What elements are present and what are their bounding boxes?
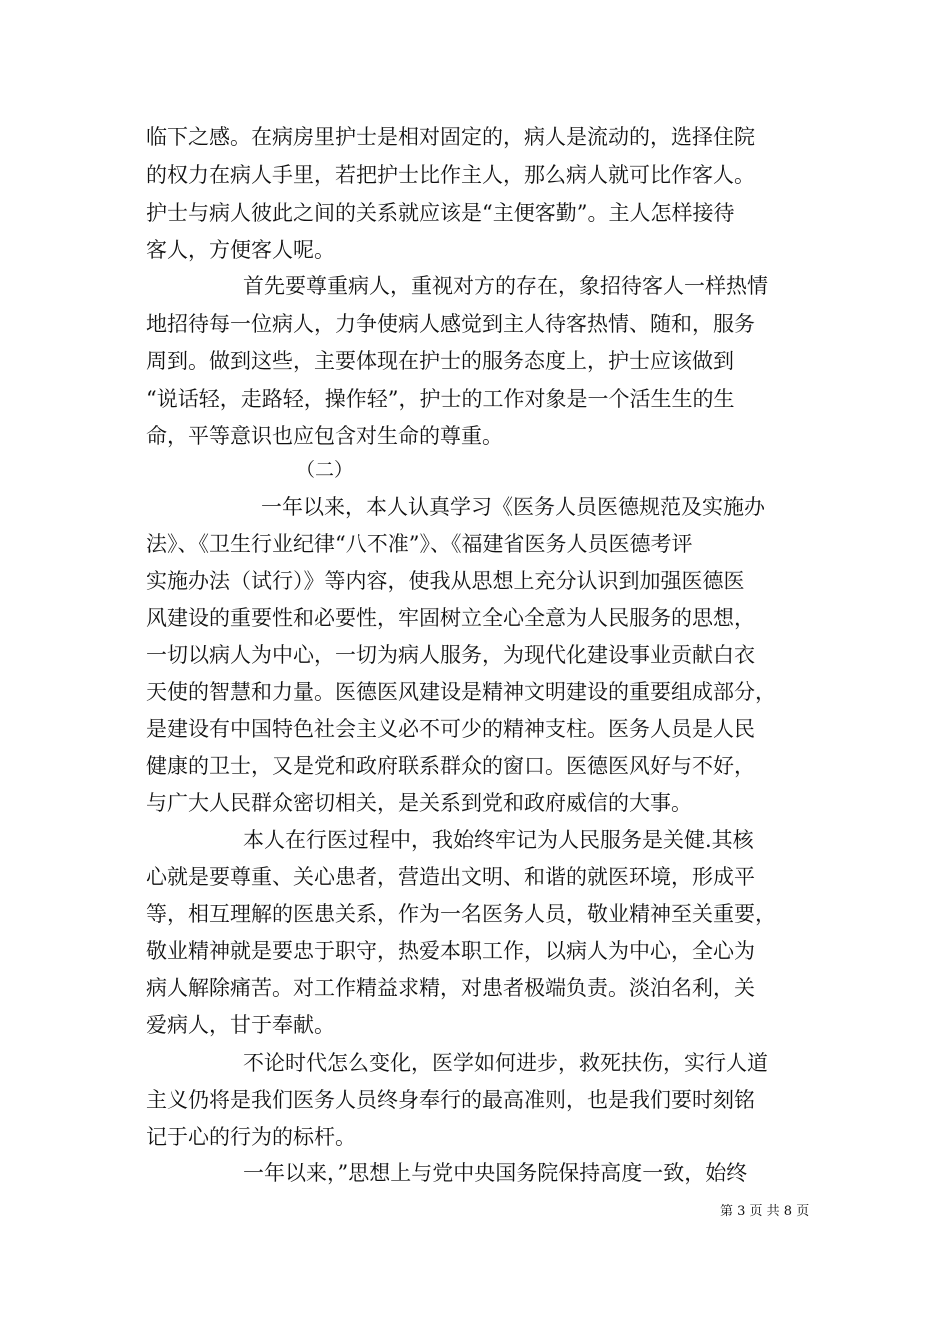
text-line: 法》、《卫生行业纪律“八不准”》、《福建省医务人员医德考评 xyxy=(146,532,693,556)
text-line: “说话轻，走路轻，操作轻”，护士的工作对象是一个活生生的生 xyxy=(146,387,735,411)
paragraph-first-line: 不论时代怎么变化，医学如何进步，救死扶伤，实行人道 xyxy=(243,1051,768,1075)
text-line: 临下之感。在病房里护士是相对固定的，病人是流动的，选择住院 xyxy=(146,125,755,149)
text-line: 天使的智慧和力量。医德医风建设是精神文明建设的重要组成部分， xyxy=(146,680,776,704)
text-line: 一切以病人为中心，一切为病人服务，为现代化建设事业贡献白衣 xyxy=(146,643,755,667)
text-line: 等，相互理解的医患关系，作为一名医务人员，敬业精神至关重要， xyxy=(146,902,776,926)
paragraph-first-line: 本人在行医过程中，我始终牢记为人民服务是关健.其核 xyxy=(243,828,754,852)
text-line: 心就是要尊重、关心患者，营造出文明、和谐的就医环境，形成平 xyxy=(146,865,755,889)
page-number-footer: 第 3 页 共 8 页 xyxy=(720,1204,810,1219)
text-line: 健康的卫士，又是党和政府联系群众的窗口。医德医风好与不好， xyxy=(146,754,755,778)
section-heading: （二） xyxy=(296,459,354,481)
text-line: 的权力在病人手里，若把护士比作主人，那么病人就可比作客人。 xyxy=(146,163,755,187)
text-line: 客人，方便客人呢。 xyxy=(146,238,335,262)
text-line: 敬业精神就是要忠于职守，热爱本职工作，以病人为中心，全心为 xyxy=(146,939,755,963)
paragraph-first-line: 首先要尊重病人，重视对方的存在，象招待客人一样热情 xyxy=(243,274,768,298)
text-line: 爱病人，甘于奉献。 xyxy=(146,1013,335,1037)
text-line: 护士与病人彼此之间的关系就应该是“主便客勤”。主人怎样接待 xyxy=(146,201,735,225)
text-line: 是建设有中国特色社会主义必不可少的精神支柱。医务人员是人民 xyxy=(146,717,755,741)
paragraph-first-line: 一年以来，本人认真学习《医务人员医德规范及实施办 xyxy=(261,495,765,519)
text-line: 周到。做到这些，主要体现在护士的服务态度上，护士应该做到 xyxy=(146,349,734,373)
text-line: 命，平等意识也应包含对生命的尊重。 xyxy=(146,424,503,448)
text-line: 风建设的重要性和必要性，牢固树立全心全意为人民服务的思想， xyxy=(146,606,755,630)
text-line: 实施办法（试行）》等内容，使我从思想上充分认识到加强医德医 xyxy=(146,569,745,593)
text-line: 病人解除痛苦。对工作精益求精，对患者极端负责。淡泊名利，关 xyxy=(146,976,755,1000)
paragraph-first-line: 一年以来，”思想上与党中央国务院保持高度一致，始终 xyxy=(243,1161,748,1185)
text-line: 地招待每一位病人，力争使病人感觉到主人待客热情、随和，服务 xyxy=(146,312,755,336)
text-line: 记于心的行为的标杆。 xyxy=(146,1125,356,1149)
text-line: 主义仍将是我们医务人员终身奉行的最高准则，也是我们要时刻铭 xyxy=(146,1088,755,1112)
text-line: 与广大人民群众密切相关，是关系到党和政府威信的大事。 xyxy=(146,791,692,815)
